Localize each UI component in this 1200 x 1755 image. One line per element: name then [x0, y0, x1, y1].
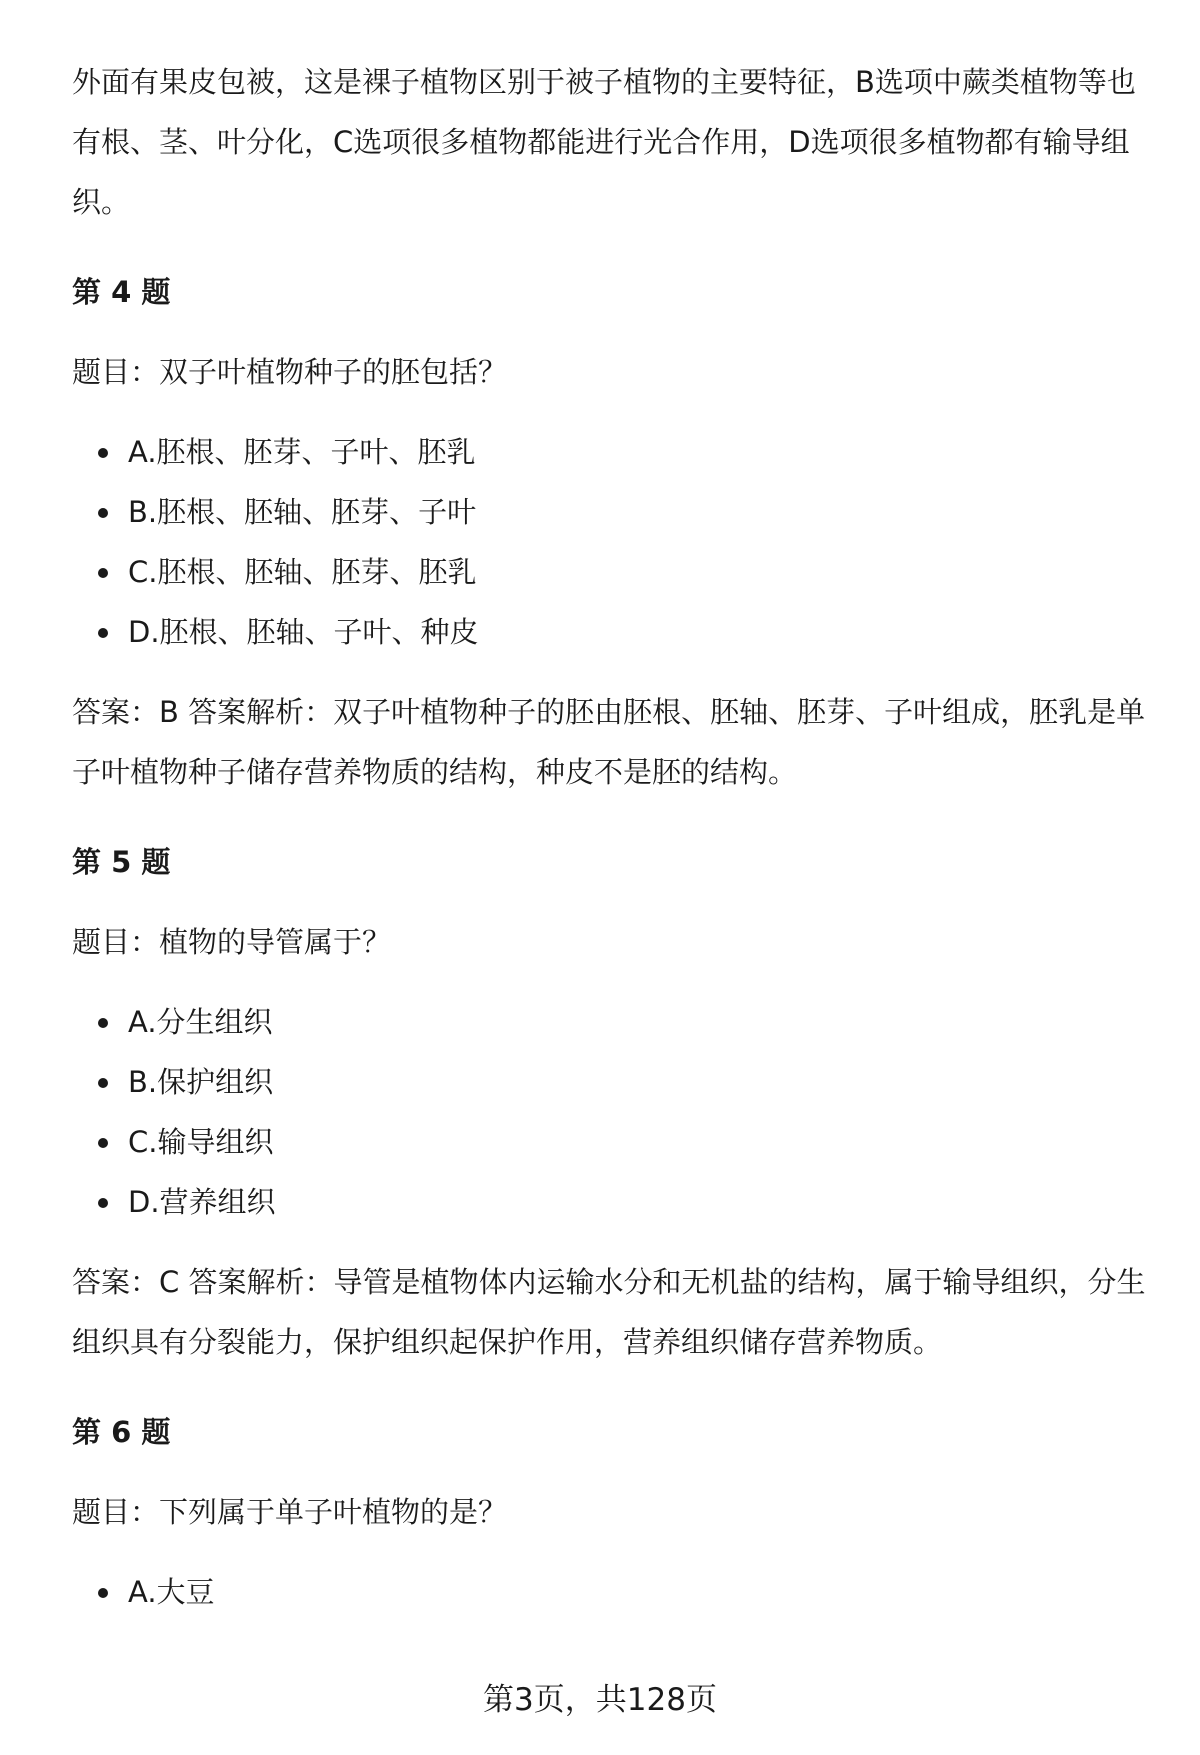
option-list — [72, 422, 1148, 662]
option-text: A.大豆 — [128, 1575, 215, 1609]
bullet-icon — [98, 1588, 108, 1598]
bullet-icon — [98, 1018, 108, 1028]
bullet-icon — [98, 448, 108, 458]
option-item — [72, 1112, 1148, 1172]
question-heading: 第 5 题 — [72, 845, 171, 879]
question-text: 题目：下列属于单子叶植物的是？ — [72, 1495, 508, 1529]
question-heading: 第 6 题 — [72, 1415, 171, 1449]
question-heading: 第 4 题 — [72, 275, 171, 309]
option-text: D.营养组织 — [128, 1185, 276, 1219]
option-list — [72, 1562, 1148, 1622]
option-list — [72, 992, 1148, 1232]
option-item — [72, 1562, 1148, 1622]
option-item — [72, 542, 1148, 602]
question-text: 题目：双子叶植物种子的胚包括？ — [72, 355, 508, 389]
option-item — [72, 602, 1148, 662]
intro-paragraph: 外面有果皮包被，这是裸子植物区别于被子植物的主要特征，B选项中蕨类植物等也有根、茎、叶分化，C选项很多植物都能进行光合作用，D选项很多植物都有输导组织。 — [72, 65, 1136, 219]
bullet-icon — [98, 628, 108, 638]
option-item — [72, 482, 1148, 542]
bullet-icon — [98, 508, 108, 518]
answer-paragraph: 答案：B 答案解析：双子叶植物种子的胚由胚根、胚轴、胚芽、子叶组成，胚乳是单子叶植物种子储存营养物质的结构，种皮不是胚的结构。 — [72, 695, 1146, 789]
option-text: C.胚根、胚轴、胚芽、胚乳 — [128, 555, 477, 589]
page-number-footer: 第3页，共128页 — [483, 1682, 717, 1718]
option-item — [72, 1052, 1148, 1112]
bullet-icon — [98, 1138, 108, 1148]
option-item — [72, 422, 1148, 482]
bullet-icon — [98, 568, 108, 578]
option-text: B.胚根、胚轴、胚芽、子叶 — [128, 495, 477, 529]
option-text: C.输导组织 — [128, 1125, 274, 1159]
option-text: D.胚根、胚轴、子叶、种皮 — [128, 615, 479, 649]
option-text: A.胚根、胚芽、子叶、胚乳 — [128, 435, 476, 469]
document-page — [72, 52, 1148, 1622]
bullet-icon — [98, 1078, 108, 1088]
bullet-icon — [98, 1198, 108, 1208]
option-text: A.分生组织 — [128, 1005, 273, 1039]
answer-paragraph: 答案：C 答案解析：导管是植物体内运输水分和无机盐的结构，属于输导组织，分生组织具有分裂能力，保护组织起保护作用，营养组织储存营养物质。 — [72, 1265, 1146, 1359]
option-item — [72, 992, 1148, 1052]
question-text: 题目：植物的导管属于？ — [72, 925, 392, 959]
option-item — [72, 1172, 1148, 1232]
option-text: B.保护组织 — [128, 1065, 274, 1099]
